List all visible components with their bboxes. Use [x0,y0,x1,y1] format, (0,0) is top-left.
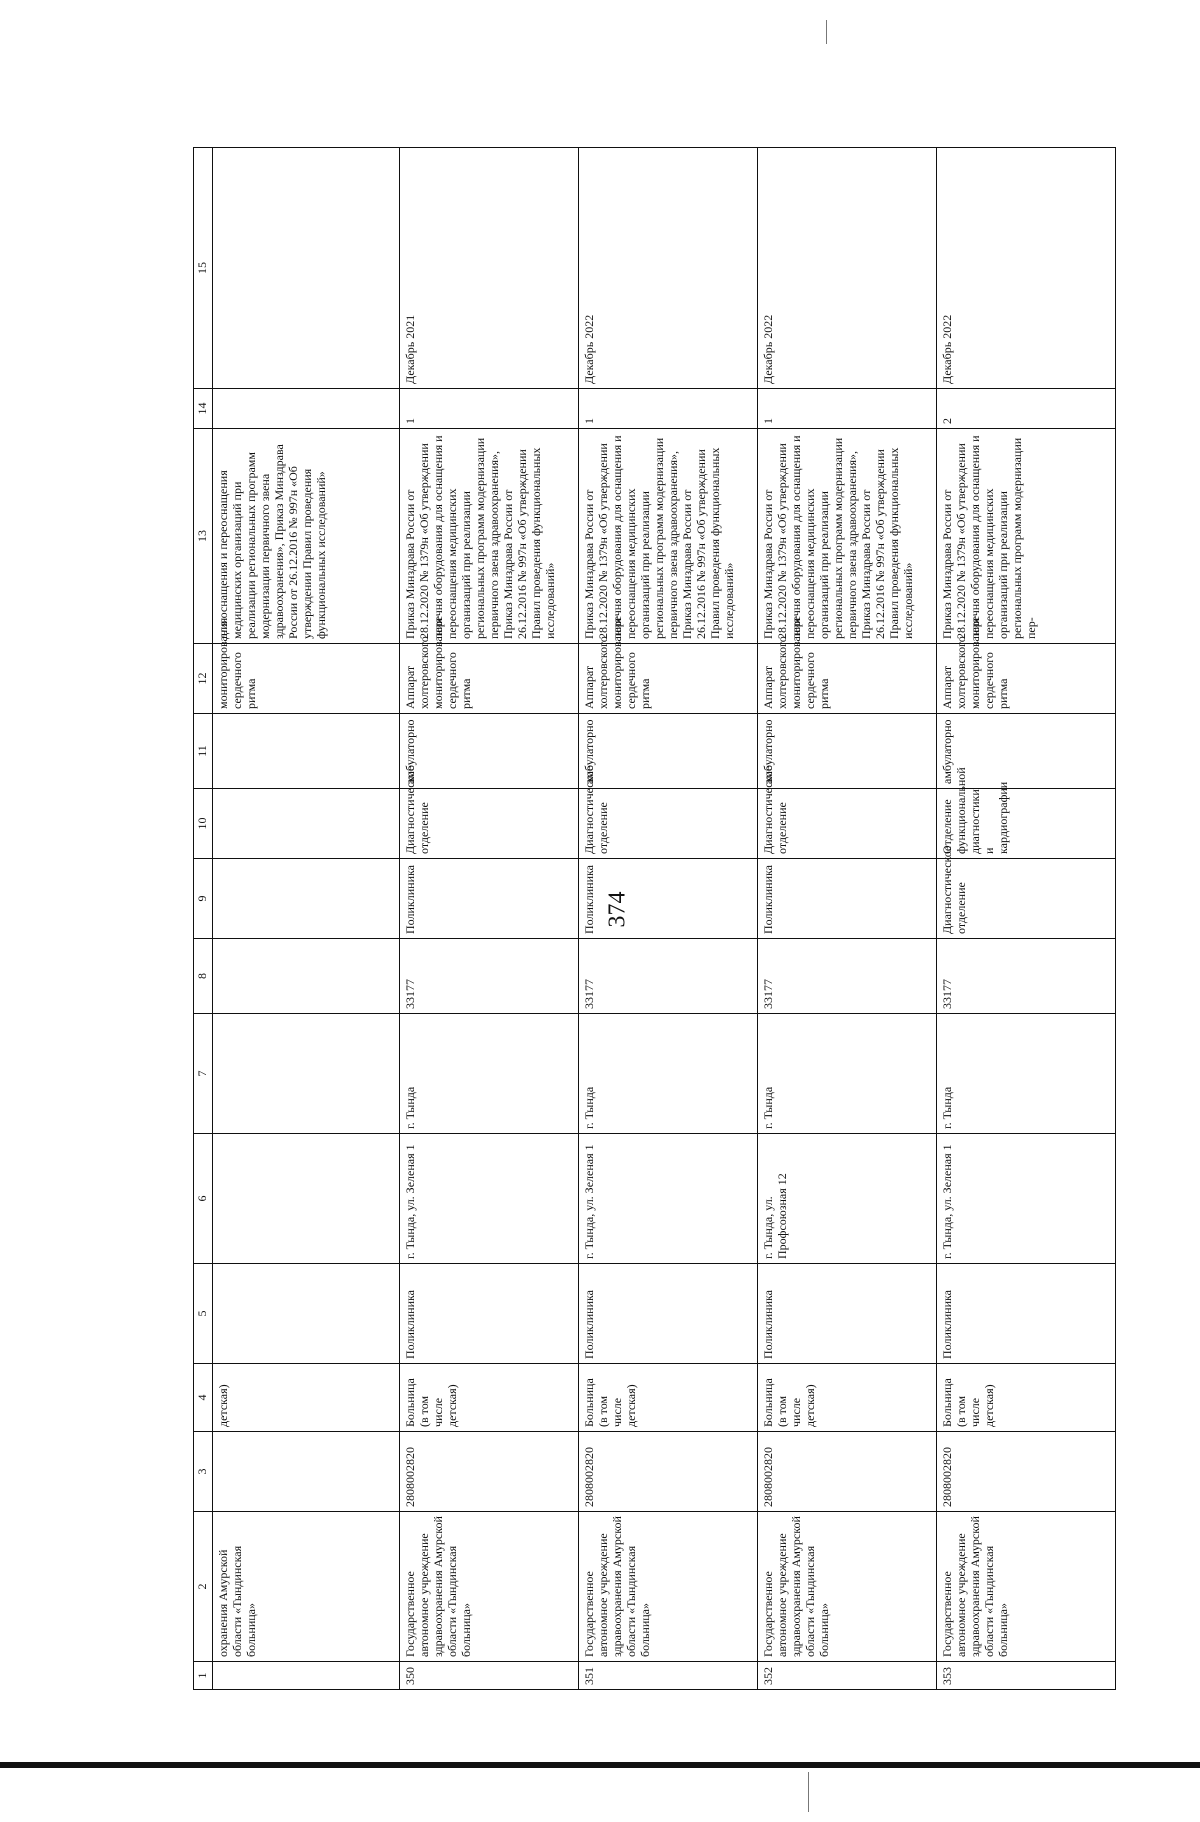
cell-code: 33177 [579,939,758,1014]
cell-organization: Государственное автономное учреждение здравоохранения Амурской области «Тындинская больница» [758,1512,937,1662]
column-number: 12 [194,644,213,714]
column-number: 10 [194,789,213,859]
cell-deadline: Декабрь 2022 [758,148,937,389]
cell-number: 352 [758,1662,937,1690]
cell-deadline [213,148,400,389]
table-row [937,148,1116,1690]
cell-care-form: амбулаторно [400,714,579,789]
cell-department: Диагностическое отделение [400,789,579,859]
cell-equipment: Аппарат холтеровского мониторирования сердечного ритма [937,644,1116,714]
column-number: 13 [194,429,213,644]
cell-code [213,939,400,1014]
cell-department: Отделение функциональной диагностики и кардиографии [937,789,1116,859]
cell-care-form: амбулаторно [579,714,758,789]
column-number: 15 [194,148,213,389]
column-number: 5 [194,1264,213,1364]
cell-code: 33177 [400,939,579,1014]
column-number: 2 [194,1512,213,1662]
page-number: 374 [604,891,631,928]
cell-number: 353 [937,1662,1116,1690]
cell-equipment: Аппарат холтеровского мониторирования сердечного ритма [579,644,758,714]
cell-quantity: 1 [400,389,579,429]
cell-type: Больница (в том числе детская) [579,1364,758,1432]
cell-code: 33177 [758,939,937,1014]
cell-deadline: Декабрь 2022 [579,148,758,389]
cell-unit: Поликлиника [400,1264,579,1364]
cell-subdivision: Диагностическое отделение [937,859,1116,939]
cell-quantity: 1 [758,389,937,429]
cell-number [213,1662,400,1690]
cell-legal-basis: для оснащения и переоснащения медицинских организаций при реализации региональных программ модернизации первичного звена здравоохранения», Приказ Минздрава России от 26.12.2016 № 997н «Об утверждении Правил проведения функциональных исследований» [213,429,400,644]
continuation-row [213,148,400,1690]
scan-edge-line [0,1762,1200,1768]
column-number: 11 [194,714,213,789]
cell-organization: Государственное автономное учреждение здравоохранения Амурской области «Тындинская больница» [937,1512,1116,1662]
scan-margin-mark [826,20,827,44]
cell-department: Диагностическое отделение [579,789,758,859]
cell-unit: Поликлиника [937,1264,1116,1364]
cell-department: Диагностическое отделение [758,789,937,859]
cell-inn [213,1432,400,1512]
column-number: 1 [194,1662,213,1690]
cell-department [213,789,400,859]
cell-quantity: 2 [937,389,1116,429]
equipment-table-rotated [193,148,1053,1690]
cell-type: Больница (в том числе детская) [758,1364,937,1432]
cell-care-form: амбулаторно [758,714,937,789]
column-number: 3 [194,1432,213,1512]
cell-type: Больница (в том числе детская) [937,1364,1116,1432]
cell-organization: Государственное автономное учреждение здравоохранения Амурской области «Тындинская больница» [400,1512,579,1662]
cell-address: г. Тында, ул. Зеленая 1 [937,1134,1116,1264]
cell-type: детская) [213,1364,400,1432]
table-row [400,148,579,1690]
cell-city [213,1014,400,1134]
cell-unit [213,1264,400,1364]
cell-address: г. Тында, ул. Профсоюзная 12 [758,1134,937,1264]
cell-city: г. Тында [400,1014,579,1134]
cell-city: г. Тында [937,1014,1116,1134]
column-number: 6 [194,1134,213,1264]
cell-equipment: мониторирования сердечного ритма [213,644,400,714]
cell-equipment: Аппарат холтеровского мониторирования сердечного ритма [758,644,937,714]
cell-deadline: Декабрь 2021 [400,148,579,389]
cell-number: 350 [400,1662,579,1690]
cell-inn: 2808002820 [400,1432,579,1512]
cell-subdivision: Поликлиника [758,859,937,939]
cell-inn: 2808002820 [758,1432,937,1512]
cell-type: Больница (в том числе детская) [400,1364,579,1432]
equipment-table [193,147,1116,1690]
cell-equipment: Аппарат холтеровского мониторирования сердечного ритма [400,644,579,714]
cell-deadline: Декабрь 2022 [937,148,1116,389]
cell-legal-basis: Приказ Минздрава России от 28.12.2020 № 1379н «Об утверждении перечня оборудования для оснащения и переоснащения медицинских организаций при реализации региональных программ модернизации пер- [937,429,1116,644]
cell-address: г. Тында, ул. Зеленая 1 [400,1134,579,1264]
table-row [758,148,937,1690]
cell-city: г. Тында [579,1014,758,1134]
cell-inn: 2808002820 [579,1432,758,1512]
cell-care-form: амбулаторно [937,714,1116,789]
cell-quantity [213,389,400,429]
cell-unit: Поликлиника [758,1264,937,1364]
cell-organization: Государственное автономное учреждение здравоохранения Амурской области «Тындинская больница» [579,1512,758,1662]
column-number: 4 [194,1364,213,1432]
cell-city: г. Тында [758,1014,937,1134]
cell-subdivision: Поликлиника [579,859,758,939]
cell-inn: 2808002820 [937,1432,1116,1512]
cell-subdivision: Поликлиника [400,859,579,939]
column-number: 7 [194,1014,213,1134]
cell-unit: Поликлиника [579,1264,758,1364]
column-number-row [194,148,213,1690]
cell-legal-basis: Приказ Минздрава России от 28.12.2020 № 1379н «Об утверждении перечня оборудования для оснащения и переоснащения медицинских организаций при реализации региональных программ модернизации первичного звена здравоохранения», Приказ Минздрава России от 26.12.2016 № 997н «Об утверждении Правил проведения функциональных исследований» [400,429,579,644]
cell-number: 351 [579,1662,758,1690]
column-number: 14 [194,389,213,429]
scan-margin-mark [808,1772,809,1812]
column-number: 8 [194,939,213,1014]
cell-address [213,1134,400,1264]
table-row [579,148,758,1690]
cell-legal-basis: Приказ Минздрава России от 28.12.2020 № 1379н «Об утверждении перечня оборудования для оснащения и переоснащения медицинских организаций при реализации региональных программ модернизации первичного звена здравоохранения», Приказ Минздрава России от 26.12.2016 № 997н «Об утверждении Правил проведения функциональных исследований» [579,429,758,644]
cell-legal-basis: Приказ Минздрава России от 28.12.2020 № 1379н «Об утверждении перечня оборудования для оснащения и переоснащения медицинских организаций при реализации региональных программ модернизации первичного звена здравоохранения», Приказ Минздрава России от 26.12.2016 № 997н «Об утверждении Правил проведения функциональных исследований» [758,429,937,644]
cell-address: г. Тында, ул. Зеленая 1 [579,1134,758,1264]
cell-code: 33177 [937,939,1116,1014]
cell-subdivision [213,859,400,939]
cell-organization: охранения Амурской области «Тындинская больница» [213,1512,400,1662]
column-number: 9 [194,859,213,939]
cell-quantity: 1 [579,389,758,429]
cell-care-form [213,714,400,789]
